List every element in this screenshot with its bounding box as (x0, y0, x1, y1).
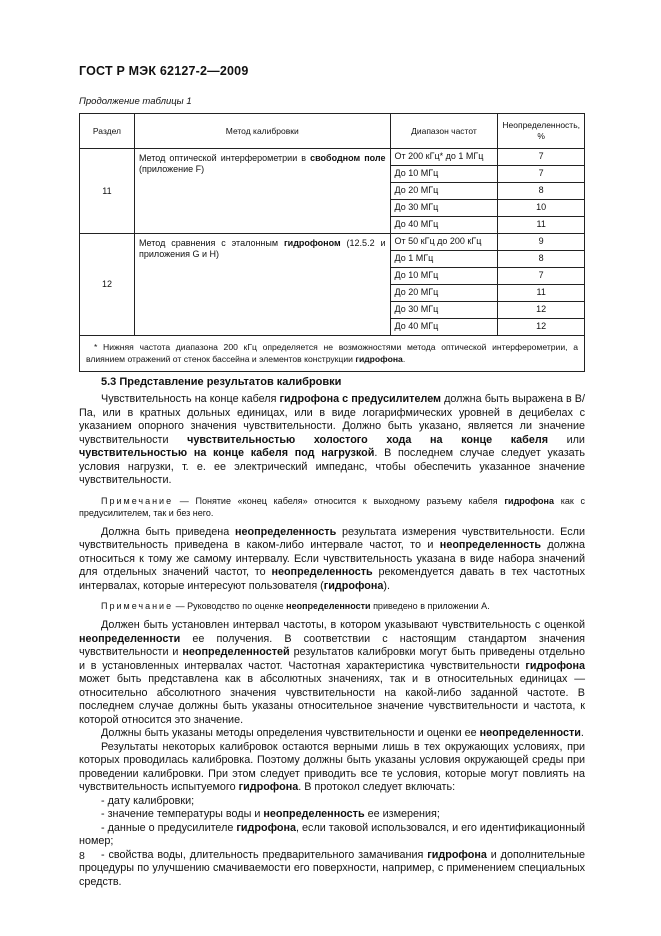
list-item (79, 808, 585, 822)
range-cell: До 10 МГц (390, 268, 498, 285)
text: . В последнем случае следует указать условия нагрузки, т. е. ее электрический импеданс, чтобы обеспечить указанное значение чувствительности. (79, 447, 586, 486)
text: Должна быть приведена (101, 525, 235, 538)
text-bold: гидрофона (323, 579, 384, 592)
text: рекомендуется давать в тех частотных интервалах, которые интересуют пользователя ( (79, 566, 585, 592)
uncertainty-cell: 12 (498, 302, 585, 319)
section-cell: 11 (80, 149, 135, 234)
text-bold: гидрофона (236, 821, 297, 834)
text-bold: чувствительностью холостого хода на конце кабеля (187, 433, 548, 446)
page-number: 8 (79, 850, 85, 862)
section-heading: 5.3 Представление результатов калибровки (101, 376, 342, 388)
uncertainty-cell: 9 (498, 234, 585, 251)
text-bold: неопределенность (234, 525, 337, 538)
uncertainty-cell: 8 (498, 183, 585, 200)
range-cell: До 40 МГц (390, 217, 498, 234)
body-text (79, 393, 585, 889)
range-cell: До 40 МГц (390, 319, 498, 336)
text: и дополнительные процедуры по улучшению смачиваемости его поверхности, например, с применением специальных средств. (79, 848, 585, 888)
text: должна относиться к тому же самому интервалу. Если чувствительность указана в виде набора значений для отдельных значений частот, то (79, 539, 585, 578)
text: Результаты некоторых калибровок остаются верными лишь в тех окружающих условиях, при которых проводилась калибровка. Поэтому должны быть указаны условия окружающей среды при проведении калибровки. При этом следует приводить все те условия, которые могут повлиять на чувствительность испытуемого (79, 740, 585, 793)
text-bold: неопределенности (286, 601, 371, 611)
table-header-row (80, 114, 585, 149)
list-item (79, 849, 585, 890)
footnote-text: * Нижняя частота диапазона 200 кГц определяется не возможностями метода оптической интерферометрии, а влиянием отражений от стенок бассейна и элементов конструкции (86, 342, 578, 364)
text: Должны быть указаны методы определения чувствительности и оценки ее (101, 727, 480, 739)
text: или (548, 433, 585, 446)
text: - значение температуры воды и (101, 808, 264, 820)
text: - свойства воды, длительность предварительного замачивания (101, 848, 428, 861)
text: может быть представлена как в абсолютных значениях, так и в относительных единицах — относительно абсолютного значения чувствительности на какой-либо заданной частоте. В последнем случае должны быть указаны относительное значение чувствительности и частота, к которой относится это значение. (79, 673, 585, 726)
text: как с предусилителем, так и без него. (79, 495, 585, 518)
uncertainty-cell: 7 (498, 149, 585, 166)
paragraph (79, 727, 585, 741)
uncertainty-cell: 12 (498, 319, 585, 336)
method-text: Метод сравнения с эталонным (138, 238, 284, 248)
text: приведено в приложении А. (370, 601, 490, 611)
text: результатов калибровки могут быть приведены отдельно и в установленных интервалах частот. Частотная характеристика чувствительности (79, 646, 585, 672)
text-bold: неопределенность (271, 566, 373, 578)
table-row (80, 234, 585, 251)
uncertainty-cell: 7 (498, 166, 585, 183)
text-bold: неопределенности (479, 727, 581, 739)
text-bold: гидрофона с предусилителем (279, 393, 442, 405)
text: - дату калибровки; (101, 794, 195, 807)
column-header-uncertainty: Неопределенность, % (498, 114, 585, 149)
column-header-range: Диапазон частот (390, 114, 498, 149)
text: . В протокол следует включать: (298, 781, 456, 793)
note-label: Примечание (101, 495, 174, 506)
method-cell (134, 234, 390, 336)
text: , если таковой использовался, и его идентификационный номер; (79, 821, 585, 847)
uncertainty-cell: 10 (498, 200, 585, 217)
footnote-text: . (402, 354, 406, 364)
range-cell: До 30 МГц (390, 302, 498, 319)
method-cell (134, 149, 390, 234)
uncertainty-cell: 7 (498, 268, 585, 285)
note-label: Примечание (101, 601, 174, 611)
range-cell: От 200 кГц* до 1 МГц (390, 149, 498, 166)
text-bold: гидрофона (525, 659, 585, 672)
document-title: ГОСТ Р МЭК 62127-2—2009 (79, 64, 249, 78)
uncertainty-cell: 11 (498, 285, 585, 302)
text-bold: гидрофона (504, 495, 554, 506)
method-text: (12.5.2 и приложения G и H) (138, 238, 386, 259)
text: ее измерения; (364, 808, 440, 820)
text: Должен быть установлен интервал частоты, в котором указывают чувствительность с оценкой (101, 619, 585, 631)
column-header-section: Раздел (80, 114, 135, 149)
text-bold: неопределенности (79, 632, 181, 645)
list-item (79, 822, 585, 849)
range-cell: До 1 МГц (390, 251, 498, 268)
calibration-table (79, 113, 585, 372)
note (79, 495, 585, 519)
text: результата измерения чувствительности. Если чувствительность приведена в каком-либо интервале частот, то и (79, 525, 585, 551)
footnote-text-bold: гидрофона (355, 354, 403, 364)
range-cell: До 30 МГц (390, 200, 498, 217)
table-caption: Продолжение таблицы 1 (79, 96, 192, 107)
text: Чувствительность на конце кабеля (101, 393, 280, 405)
text-bold: неопределенность (439, 539, 542, 551)
table-footnote-row (80, 336, 585, 372)
paragraph (79, 741, 585, 795)
table-row (80, 149, 585, 166)
paragraph (79, 393, 585, 488)
uncertainty-cell: 8 (498, 251, 585, 268)
method-text-bold: свободном поле (310, 153, 386, 163)
text: . (580, 727, 584, 739)
paragraph (79, 526, 585, 594)
text: - данные о предусилителе (101, 821, 237, 834)
range-cell: До 20 МГц (390, 183, 498, 200)
range-cell: От 50 кГц до 200 кГц (390, 234, 498, 251)
text-bold: неопределенность (263, 808, 365, 820)
method-text: (приложение F) (138, 164, 205, 174)
section-cell: 12 (80, 234, 135, 336)
list-item (79, 795, 585, 809)
text: — Понятие «конец кабеля» относится к выходному разъему кабеля (173, 495, 505, 506)
uncertainty-cell: 11 (498, 217, 585, 234)
text: ). (383, 579, 390, 592)
text: должна быть выражена в В/Па, или в кратных дольных единицах, или в виде логарифмических уровней в децибелах с указанием опорного значения чувствительности. Должно быть указано, является ли значение чувствительности (79, 393, 585, 446)
paragraph (79, 619, 585, 727)
text: ее получения. В соответствии с настоящим стандартом значения чувствительности и (79, 632, 585, 658)
range-cell: До 10 МГц (390, 166, 498, 183)
range-cell: До 20 МГц (390, 285, 498, 302)
text-bold: гидрофона (427, 848, 487, 861)
text-bold: чувствительностью на конце кабеля под нагрузкой (79, 447, 375, 459)
text: — Руководство по оценке (173, 601, 287, 611)
note (79, 600, 585, 612)
method-text: Метод оптической интерферометрии в (138, 153, 311, 163)
text-bold: неопределенностей (182, 646, 290, 658)
column-header-method: Метод калибровки (134, 114, 390, 149)
table-footnote (80, 336, 585, 372)
text-bold: гидрофона (238, 781, 299, 793)
method-text-bold: гидрофоном (283, 238, 341, 248)
